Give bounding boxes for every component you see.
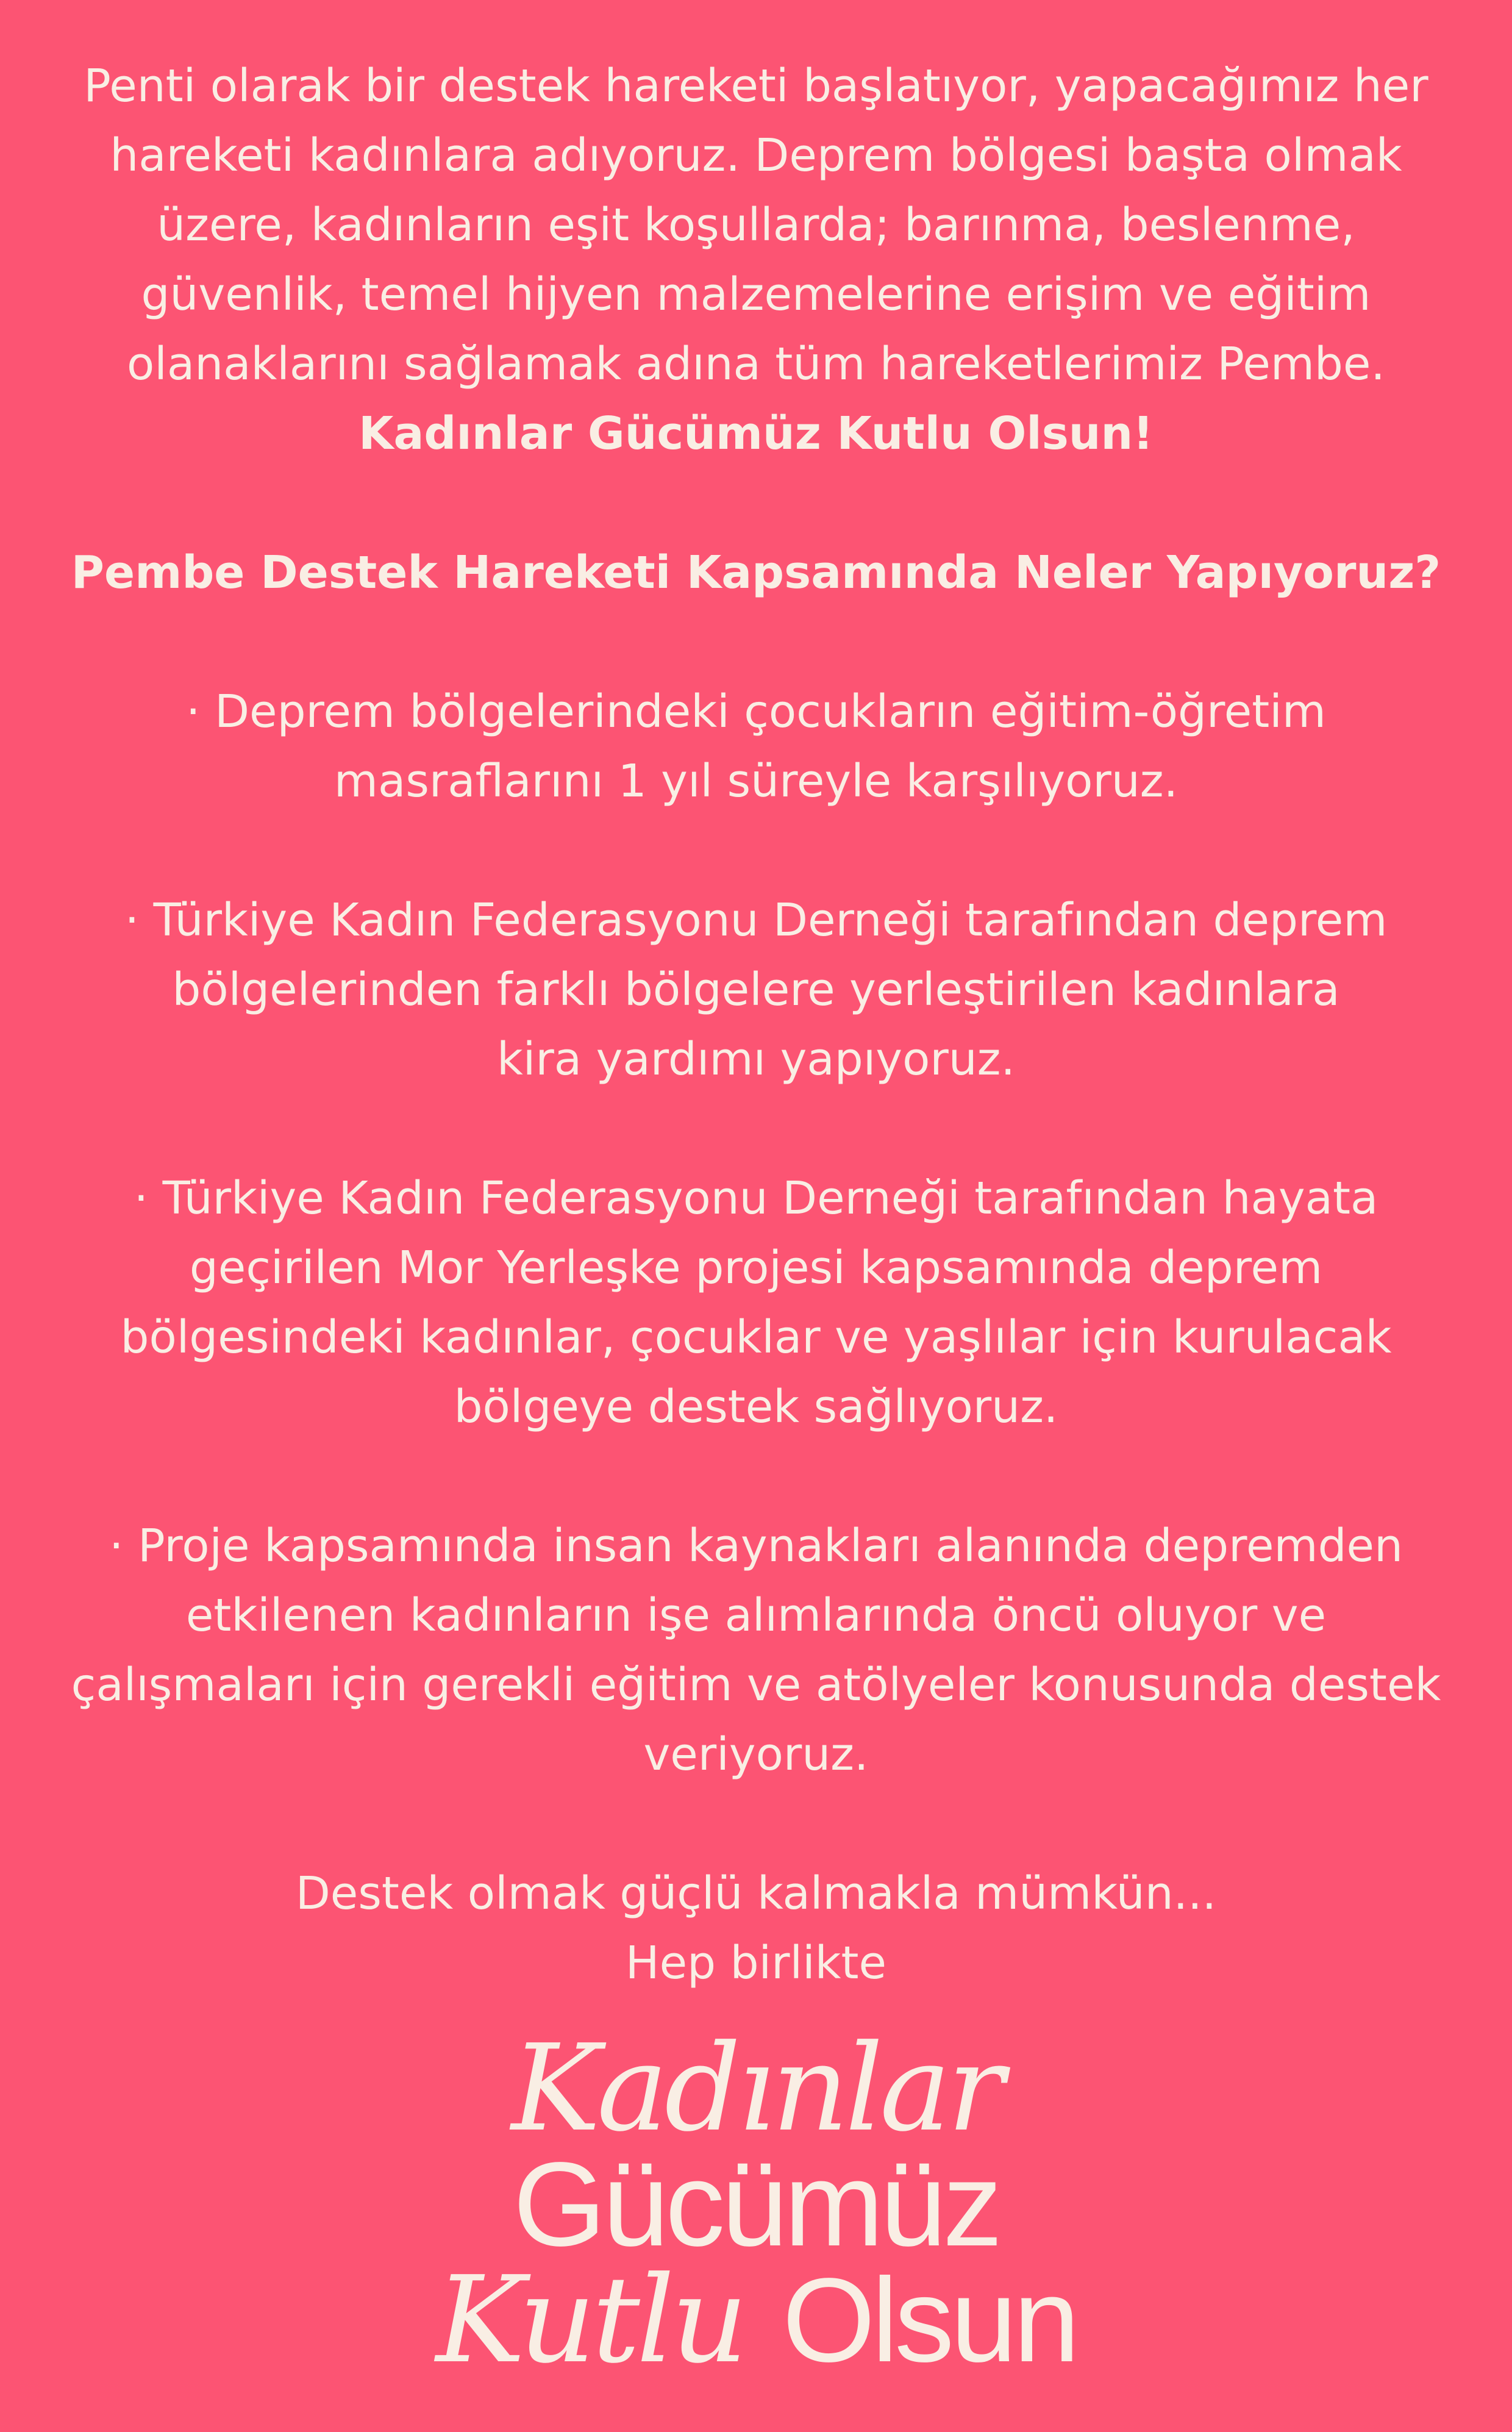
logo-line-1: [0, 2019, 1512, 2158]
spacer: [55, 1789, 1457, 1859]
campaign-logo: [0, 2019, 1512, 2390]
logo-line-3: [0, 2251, 1512, 2390]
spacer: [55, 1094, 1457, 1164]
logo-word-olsun: Olsun: [782, 2253, 1077, 2387]
intro-paragraph: Penti olarak bir destek hareketi başlatıyor, yapacağımız her hareketi kadınlara adıyoruz. Deprem bölgesi başta olmak üzere, kadınların eşit koşullarda; barınma, beslenme, güvenlik, temel hijyen malzemelerine erişim ve eğitim olanaklarını sağlamak adına tüm hareketlerimiz Pembe.: [84, 60, 1428, 390]
closing-line-1: Destek olmak güçlü kalmakla mümkün...: [295, 1867, 1217, 1920]
main-content: [55, 51, 1457, 1998]
spacer: [55, 816, 1457, 885]
list-item-1: · Deprem bölgelerindeki çocukların eğitim-öğretim masraflarını 1 yıl süreyle karşılıyoruz.: [186, 685, 1326, 807]
list-item-4: · Proje kapsamında insan kaynakları alanında depremden etkilenen kadınların işe alımlarında öncü oluyor ve çalışmaları için gerekli eğitim ve atölyeler konusunda destek veriyoruz.: [71, 1520, 1441, 1781]
logo-line-2: [0, 2137, 1512, 2271]
spacer: [55, 468, 1457, 538]
closing-line-2: Hep birlikte: [625, 1937, 887, 1989]
intro-tagline: Kadınlar Gücümüz Kutlu Olsun!: [358, 407, 1154, 460]
logo-word-gucumuz: Gücümüz: [513, 2137, 999, 2271]
logo-word-kutlu: Kutlu: [435, 2251, 744, 2390]
list-item-3: · Türkiye Kadın Federasyonu Derneği tarafından hayata geçirilen Mor Yerleşke projesi kapsamında deprem bölgesindeki kadınlar, çocuklar ve yaşlılar için kurulacak bölgeye destek sağlıyoruz.: [120, 1172, 1392, 1433]
list-item-2: · Türkiye Kadın Federasyonu Derneği tarafından deprem bölgelerinden farklı bölgelere yerleştirilen kadınlara kira yardımı yapıyoruz.: [124, 894, 1388, 1085]
spacer: [55, 607, 1457, 677]
logo-word-kadinlar: Kadınlar: [511, 2019, 1001, 2158]
spacer: [55, 1442, 1457, 1511]
section-heading: Pembe Destek Hareketi Kapsamında Neler Yapıyoruz?: [71, 546, 1441, 599]
